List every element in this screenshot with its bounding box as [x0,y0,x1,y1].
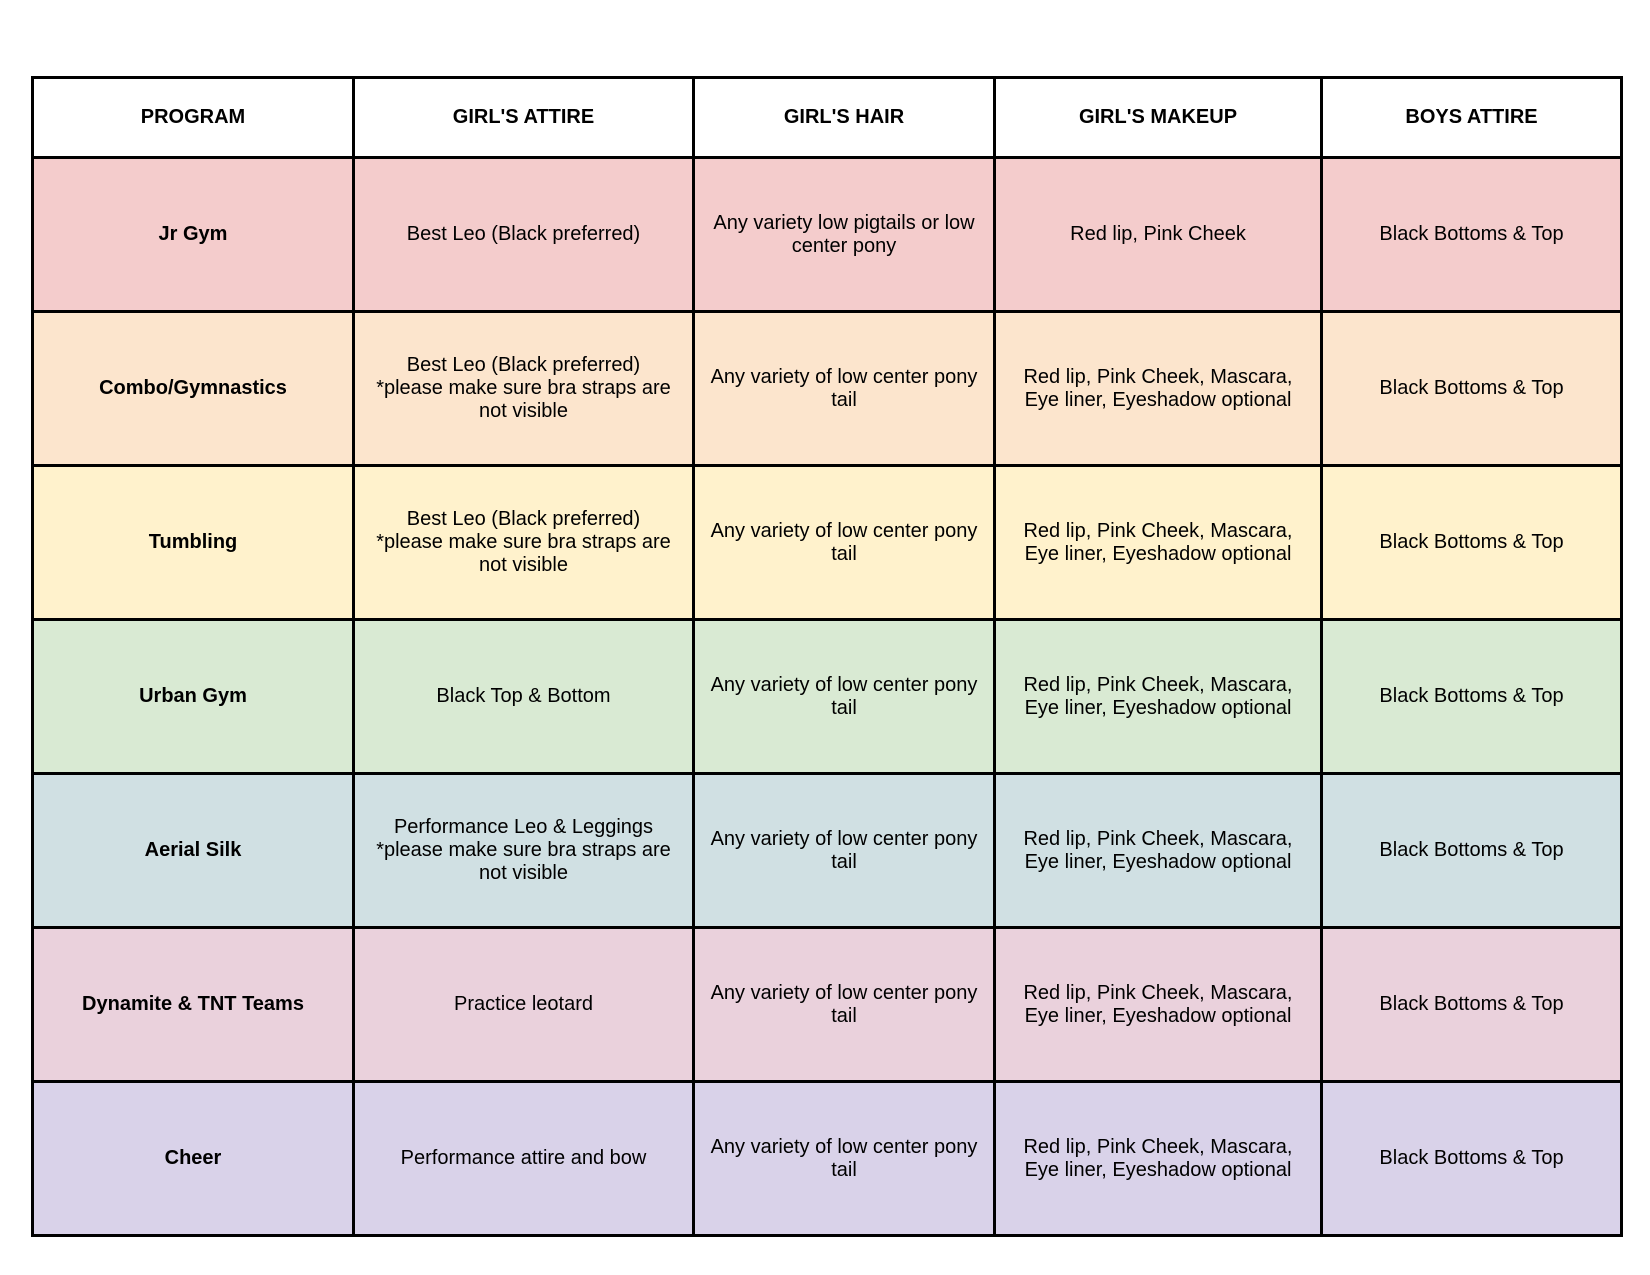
girls-makeup-cell: Red lip, Pink Cheek, Mascara, Eye liner, Eyeshadow optional [995,620,1322,774]
boys-attire-cell: Black Bottoms & Top [1322,312,1622,466]
girls-makeup-cell: Red lip, Pink Cheek, Mascara, Eye liner, Eyeshadow optional [995,1082,1322,1236]
table-row [33,158,1622,312]
girls-attire-cell: Best Leo (Black preferred) [354,158,694,312]
girls-makeup-cell: Red lip, Pink Cheek, Mascara, Eye liner, Eyeshadow optional [995,774,1322,928]
girls-hair-cell: Any variety of low center pony tail [694,620,995,774]
table-row [33,466,1622,620]
table-row [33,620,1622,774]
table-row [33,312,1622,466]
girls-makeup-cell: Red lip, Pink Cheek [995,158,1322,312]
header-row [33,78,1622,158]
program-cell: Combo/Gymnastics [33,312,354,466]
girls-hair-cell: Any variety of low center pony tail [694,1082,995,1236]
boys-attire-cell: Black Bottoms & Top [1322,158,1622,312]
girls-attire-cell: Black Top & Bottom [354,620,694,774]
girls-makeup-cell: Red lip, Pink Cheek, Mascara, Eye liner, Eyeshadow optional [995,312,1322,466]
program-cell: Urban Gym [33,620,354,774]
program-cell: Aerial Silk [33,774,354,928]
girls-attire-cell: Performance attire and bow [354,1082,694,1236]
boys-attire-cell: Black Bottoms & Top [1322,620,1622,774]
girls-attire-cell: Best Leo (Black preferred) *please make sure bra straps are not visible [354,312,694,466]
header-boys-attire: BOYS ATTIRE [1322,78,1622,158]
table-row [33,928,1622,1082]
girls-hair-cell: Any variety of low center pony tail [694,928,995,1082]
program-cell: Tumbling [33,466,354,620]
girls-hair-cell: Any variety of low center pony tail [694,312,995,466]
girls-makeup-cell: Red lip, Pink Cheek, Mascara, Eye liner, Eyeshadow optional [995,928,1322,1082]
girls-hair-cell: Any variety of low center pony tail [694,774,995,928]
program-cell: Jr Gym [33,158,354,312]
table-row [33,774,1622,928]
program-cell: Dynamite & TNT Teams [33,928,354,1082]
girls-attire-cell: Practice leotard [354,928,694,1082]
attire-table [31,76,1623,1237]
header-girls-makeup: GIRL'S MAKEUP [995,78,1322,158]
boys-attire-cell: Black Bottoms & Top [1322,1082,1622,1236]
girls-hair-cell: Any variety low pigtails or low center pony [694,158,995,312]
header-girls-attire: GIRL'S ATTIRE [354,78,694,158]
header-girls-hair: GIRL'S HAIR [694,78,995,158]
program-cell: Cheer [33,1082,354,1236]
boys-attire-cell: Black Bottoms & Top [1322,928,1622,1082]
header-program: PROGRAM [33,78,354,158]
girls-attire-cell: Performance Leo & Leggings *please make sure bra straps are not visible [354,774,694,928]
table-row [33,1082,1622,1236]
boys-attire-cell: Black Bottoms & Top [1322,774,1622,928]
boys-attire-cell: Black Bottoms & Top [1322,466,1622,620]
girls-hair-cell: Any variety of low center pony tail [694,466,995,620]
girls-attire-cell: Best Leo (Black preferred) *please make sure bra straps are not visible [354,466,694,620]
girls-makeup-cell: Red lip, Pink Cheek, Mascara, Eye liner, Eyeshadow optional [995,466,1322,620]
